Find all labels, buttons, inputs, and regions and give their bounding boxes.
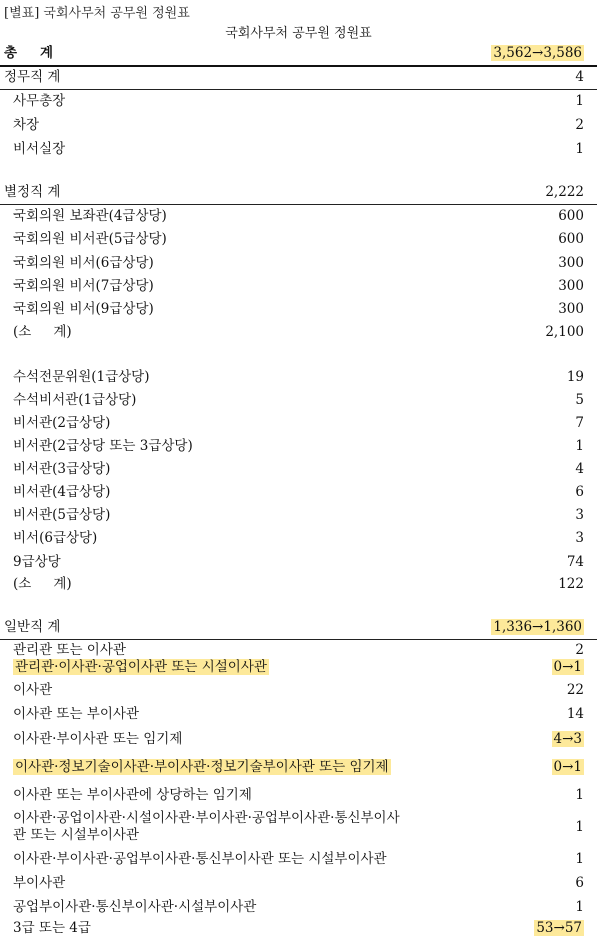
table-row <box>0 114 597 137</box>
table-row <box>0 298 597 321</box>
row-value: 0→1 <box>553 659 582 675</box>
subtotal-row <box>0 573 597 596</box>
subtotal-row <box>0 321 597 344</box>
row-label: 비서관(3급상당) <box>13 461 111 477</box>
row-label: 비서(6급상당) <box>13 530 98 546</box>
row-value: 0→1 <box>553 759 582 775</box>
table-row <box>0 138 597 161</box>
row-label: 관리관·이사관·공업이사관 또는 시설이사관 <box>15 659 267 675</box>
table-row <box>0 756 597 779</box>
row-value: 300 <box>558 255 584 271</box>
table-row <box>0 504 597 527</box>
row-value: 2 <box>575 117 584 133</box>
row-value: 1 <box>575 819 584 835</box>
row-value: 1 <box>575 851 584 867</box>
row-label: 비서관(4급상당) <box>13 484 111 500</box>
table-row <box>0 412 597 435</box>
row-label: 비서관(2급상당 또는 3급상당) <box>13 438 193 454</box>
row-value: 600 <box>558 231 584 247</box>
table-row <box>0 703 597 726</box>
table-row <box>0 527 597 550</box>
section-label: 일반직 계 <box>4 619 61 635</box>
row-label: 부이사관 <box>13 875 66 891</box>
row-value: 300 <box>558 278 584 294</box>
total-value: 3,562→3,586 <box>493 45 582 61</box>
row-label: 비서관(2급상당) <box>13 415 111 431</box>
row-label: 수석비서관(1급상당) <box>13 392 137 408</box>
row-label: (소 계) <box>13 324 72 340</box>
row-value: 2 <box>575 642 584 658</box>
row-label: 국회의원 보좌관(4급상당) <box>13 208 167 224</box>
total-label: 총 계 <box>4 45 53 61</box>
row-label: (소 계) <box>13 576 72 592</box>
section-value: 1,336→1,360 <box>493 619 582 635</box>
row-value: 6 <box>575 875 584 891</box>
table-row <box>0 435 597 458</box>
row-value: 1 <box>575 787 584 803</box>
row-label: 국회의원 비서(9급상당) <box>13 301 154 317</box>
section-row <box>0 181 597 204</box>
row-label: 이사관 또는 부이사관에 상당하는 임기제 <box>13 787 252 803</box>
table-row <box>0 228 597 251</box>
row-label: 국회의원 비서(7급상당) <box>13 278 154 294</box>
row-label: 비서관(5급상당) <box>13 507 111 523</box>
table-row <box>0 551 597 574</box>
row-value: 22 <box>566 682 584 698</box>
table-title: 국회사무처 공무원 정원표 <box>225 26 372 41</box>
row-label: 수석전문위원(1급상당) <box>13 369 150 385</box>
row-value: 300 <box>558 301 584 317</box>
row-value: 4→3 <box>553 731 582 747</box>
table-row <box>0 808 597 846</box>
row-label: 비서실장 <box>13 141 66 157</box>
row-label <box>13 810 400 844</box>
table-row <box>0 679 597 702</box>
row-label: 이사관·부이사관·공업부이사관·통신부이사관 또는 시설부이사관 <box>13 851 387 867</box>
table-row <box>0 728 597 751</box>
row-value: 3 <box>575 507 584 523</box>
section-label: 정무직 계 <box>4 69 61 85</box>
table-row <box>0 784 597 807</box>
table-row <box>0 275 597 298</box>
row-value: 600 <box>558 208 584 224</box>
row-value: 7 <box>575 415 584 431</box>
section-row <box>0 616 597 639</box>
row-value: 3 <box>575 530 584 546</box>
page-header: [별표] 국회사무처 공무원 정원표 <box>4 6 190 21</box>
table-row <box>0 917 597 939</box>
row-label: 9급상당 <box>13 554 61 570</box>
row-label: 사무총장 <box>13 93 66 109</box>
row-value: 1 <box>575 93 584 109</box>
table-row <box>0 481 597 504</box>
row-value: 53→57 <box>536 920 582 936</box>
row-label: 이사관·부이사관 또는 임기제 <box>13 731 183 747</box>
row-value: 1 <box>575 438 584 454</box>
row-label-line: 관 또는 시설부이사관 <box>13 827 139 843</box>
row-value: 74 <box>566 554 584 570</box>
table-row <box>0 205 597 228</box>
row-label: 공업부이사관·통신부이사관·시설부이사관 <box>13 899 257 915</box>
row-value: 6 <box>575 484 584 500</box>
row-label: 이사관 <box>13 682 53 698</box>
row-value: 19 <box>566 369 584 385</box>
row-value: 122 <box>558 576 584 592</box>
row-label-line: 이사관·공업이사관·시설이사관·부이사관·공업부이사관·통신부이사 <box>13 810 400 826</box>
total-row <box>0 42 597 65</box>
row-label: 관리관 또는 이사관 <box>13 642 126 658</box>
row-label: 이사관 또는 부이사관 <box>13 706 139 722</box>
row-value: 5 <box>575 392 584 408</box>
table-row <box>0 848 597 871</box>
table-row <box>0 872 597 895</box>
row-value: 2,100 <box>545 324 584 340</box>
section-value: 4 <box>575 69 584 85</box>
table-row <box>0 656 597 679</box>
row-label: 국회의원 비서(6급상당) <box>13 255 154 271</box>
row-value: 4 <box>575 461 584 477</box>
section-row <box>0 66 597 89</box>
section-label: 별정직 계 <box>4 184 61 200</box>
section-value: 2,222 <box>545 184 584 200</box>
table-row <box>0 389 597 412</box>
table-row <box>0 252 597 275</box>
row-value: 1 <box>575 899 584 915</box>
row-label: 국회의원 비서관(5급상당) <box>13 231 167 247</box>
row-value: 1 <box>575 141 584 157</box>
table-row <box>0 90 597 113</box>
row-label: 차장 <box>13 117 40 133</box>
table-row <box>0 458 597 481</box>
row-label: 이사관·정보기술이사관·부이사관·정보기술부이사관 또는 임기제 <box>15 759 389 775</box>
row-label: 3급 또는 4급 <box>13 920 91 936</box>
row-value: 14 <box>566 706 584 722</box>
table-row <box>0 366 597 389</box>
table-row <box>0 896 597 919</box>
